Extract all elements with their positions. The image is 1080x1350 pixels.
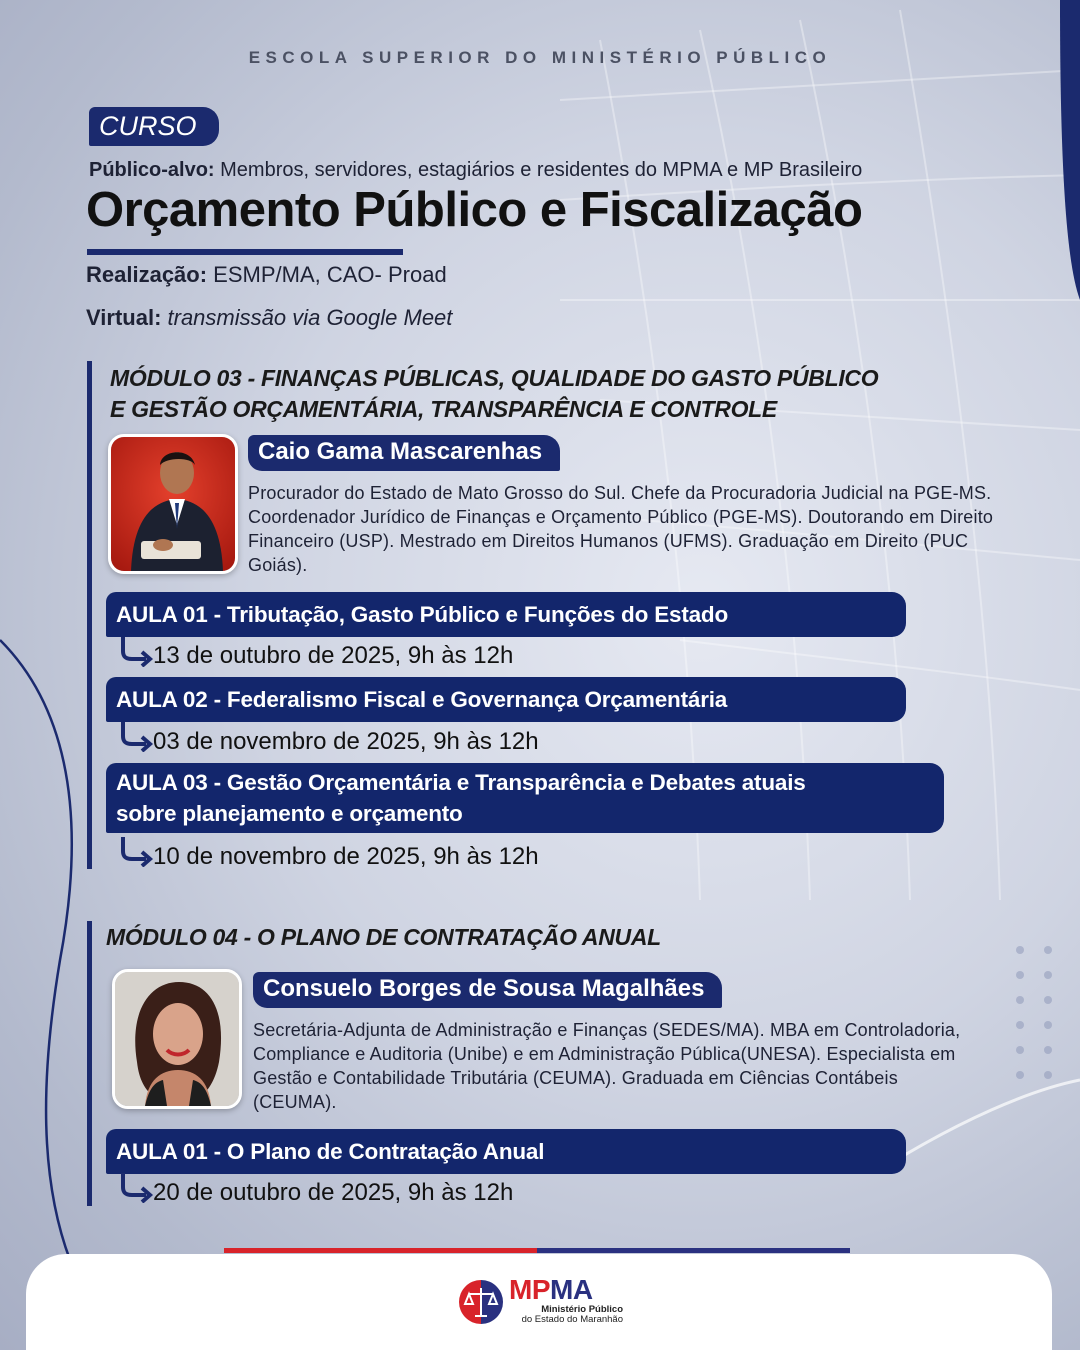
audience-value: Membros, servidores, estagiários e residentes do MPMA e MP Brasileiro bbox=[214, 159, 863, 181]
arrow-return-icon bbox=[120, 837, 154, 867]
logo-mp: MP bbox=[509, 1274, 550, 1305]
module-04-bar bbox=[87, 921, 92, 1206]
mpma-logo bbox=[457, 1274, 627, 1330]
module-03-bar bbox=[87, 361, 92, 869]
aula-m03-03-date: 10 de novembro de 2025, 9h às 12h bbox=[153, 843, 539, 870]
module-03-title-line2: E GESTÃO ORÇAMENTÁRIA, TRANSPARÊNCIA E CONTROLE bbox=[110, 396, 777, 422]
aula-m04-01-title: AULA 01 - O Plano de Contratação Anual bbox=[116, 1139, 545, 1164]
audience-label: Público-alvo: bbox=[89, 159, 215, 181]
speaker-portrait-icon bbox=[115, 972, 239, 1106]
aula-m04-01-date: 20 de outubro de 2025, 9h às 12h bbox=[153, 1179, 514, 1206]
speaker-portrait-icon bbox=[111, 437, 235, 571]
virtual-value: transmissão via Google Meet bbox=[161, 305, 453, 330]
footer-stripe-blue bbox=[537, 1248, 850, 1253]
arrow-return-icon bbox=[120, 1173, 154, 1203]
speaker-bio-consuelo: Secretária-Adjunta de Administração e Finanças (SEDES/MA). MBA em Controladoria, Compliance e Auditoria (Unibe) e em Administração Pública(UNESA). Especialista em Gestão e Contabilidade Tributária (CEUMA). Graduada em Ciências Contábeis (CEUMA). bbox=[253, 1020, 961, 1112]
module-03-title-line1: MÓDULO 03 - FINANÇAS PÚBLICAS, QUALIDADE DO GASTO PÚBLICO bbox=[110, 365, 879, 391]
aula-m04-01 bbox=[106, 1129, 906, 1174]
scales-of-justice-icon bbox=[457, 1278, 505, 1326]
logo-line2: do Estado do Maranhão bbox=[521, 1314, 623, 1325]
aula-m03-01 bbox=[106, 592, 906, 637]
logo-subtitle bbox=[509, 1305, 623, 1325]
realizacao-label: Realização: bbox=[86, 262, 208, 287]
realizacao-value: ESMP/MA, CAO- Proad bbox=[207, 262, 447, 287]
aula-m03-03 bbox=[106, 763, 944, 833]
logo-line1: Ministério Público bbox=[541, 1304, 623, 1315]
speaker-photo-caio bbox=[108, 434, 238, 574]
org-name: ESCOLA SUPERIOR DO MINISTÉRIO PÚBLICO bbox=[248, 48, 832, 67]
logo-wordmark bbox=[509, 1274, 593, 1306]
aula-m03-02-title: AULA 02 - Federalismo Fiscal e Governança Orçamentária bbox=[116, 687, 728, 712]
footer-stripe-red bbox=[224, 1248, 537, 1253]
arrow-return-icon bbox=[120, 637, 154, 667]
logo-ma: MA bbox=[550, 1274, 593, 1305]
virtual-info bbox=[86, 305, 452, 331]
aula-m03-02 bbox=[106, 677, 906, 722]
speaker-photo-consuelo bbox=[112, 969, 242, 1109]
speaker-bio-caio: Procurador do Estado de Mato Grosso do Sul. Chefe da Procuradoria Judicial na PGE-MS. Coordenador Jurídico de Finanças e Orçamento Público (PGE-MS). Doutorando em Direito Financeiro (USP). Mestrado em Direitos Humanos (UFMS). Graduação em Direito (PUC Goiás). bbox=[248, 483, 994, 575]
module-04-title bbox=[106, 922, 661, 953]
arrow-return-icon bbox=[120, 722, 154, 752]
virtual-label: Virtual: bbox=[86, 305, 162, 330]
target-audience bbox=[89, 159, 862, 182]
aula-m03-03-title-line1: AULA 03 - Gestão Orçamentária e Transparência e Debates atuais bbox=[116, 770, 806, 795]
course-title: Orçamento Público e Fiscalização bbox=[86, 183, 863, 237]
course-badge: CURSO bbox=[89, 107, 219, 146]
aula-m03-01-title: AULA 01 - Tributação, Gasto Público e Funções do Estado bbox=[116, 602, 729, 627]
module-03-title bbox=[110, 363, 878, 425]
aula-m03-03-title-line2: sobre planejamento e orçamento bbox=[116, 801, 463, 826]
module-04-title-line1: MÓDULO 04 - O PLANO DE CONTRATAÇÃO ANUAL bbox=[106, 924, 661, 950]
realizacao-info bbox=[86, 262, 447, 288]
aula-m03-02-date: 03 de novembro de 2025, 9h às 12h bbox=[153, 728, 539, 755]
speaker-name-caio: Caio Gama Mascarenhas bbox=[248, 435, 560, 471]
aula-m03-01-date: 13 de outubro de 2025, 9h às 12h bbox=[153, 642, 514, 669]
speaker-name-consuelo: Consuelo Borges de Sousa Magalhães bbox=[253, 972, 722, 1008]
title-underline bbox=[87, 249, 403, 255]
